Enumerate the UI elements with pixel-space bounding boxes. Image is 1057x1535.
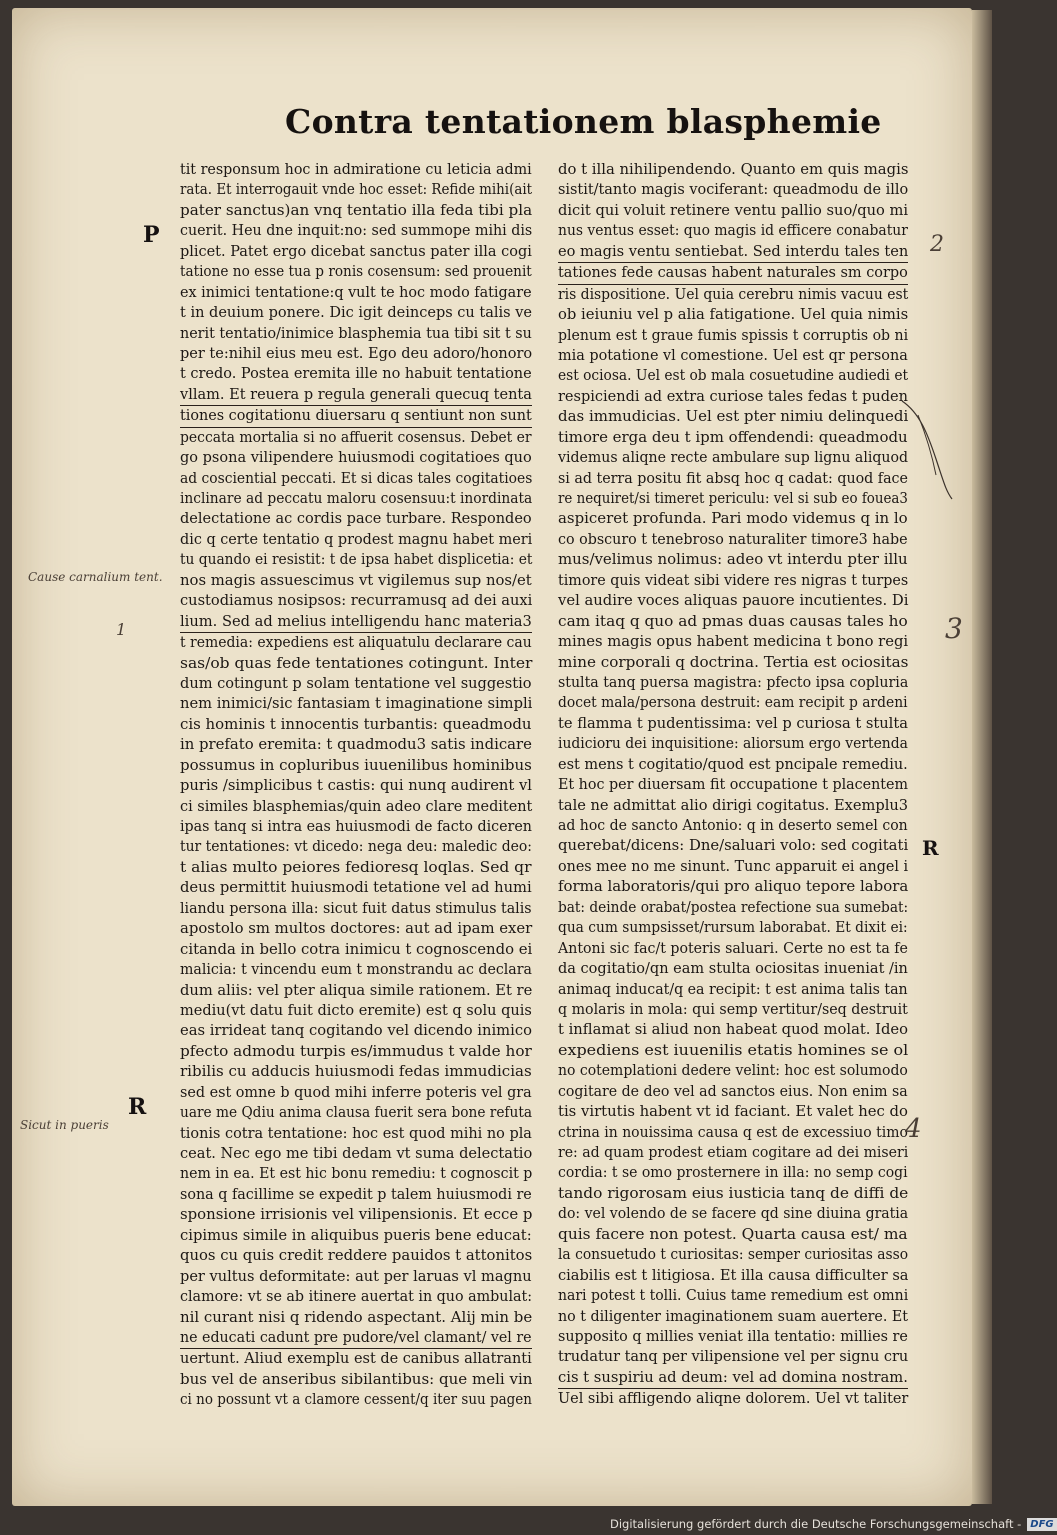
text-line: bat: deinde orabat/postea refectione sua sumebat: [558, 898, 909, 916]
dfg-logo: DFG [1027, 1518, 1056, 1531]
text-line: quos cu quis credit reddere pauidos t attonitos [180, 1247, 533, 1265]
text-line: Uel sibi affligendo aliqne dolorem. Uel vt taliter [558, 1390, 909, 1408]
text-line: cogitare de deo vel ad sanctos eius. Non enim sa [558, 1082, 908, 1100]
text-line: qua cum sumpsisset/rursum laborabat. Et dixit ei: [558, 919, 908, 937]
margin-numeral-3: 3 [945, 612, 963, 645]
text-line: expediens est iuuenilis etatis homines se ol [558, 1041, 909, 1059]
text-line: tit responsum hoc in admiratione cu leticia admi [180, 161, 532, 178]
text-line: apostolo sm multos doctores: aut ad ipam exer [180, 920, 533, 938]
text-line: tatione no esse tua p ronis cosensum: sed prouenit [180, 263, 532, 281]
text-line: querebat/dicens: Dne/saluari volo: sed cogitati [558, 837, 909, 855]
text-line: respiciendi ad extra curiose tales fedas t puden [558, 387, 908, 405]
text-line: t inflamat si aliud non habeat quod molat. Ideo [558, 1021, 908, 1039]
text-line: cis t suspiriu ad deum: vel ad domina nostram. [558, 1368, 908, 1389]
text-line: ne educati cadunt pre pudore/vel clamant/ vel re [180, 1328, 532, 1349]
text-line: plicet. Patet ergo dicebat sanctus pater illa cogi [180, 242, 532, 260]
text-line: citanda in bello cotra inimicu t cognoscendo ei [180, 940, 533, 958]
text-line: co obscuro t tenebroso naturaliter timore3 habe [558, 530, 908, 548]
text-line: possumus in copluribus iuuenilibus hominibus [180, 756, 532, 774]
text-line: delectatione ac cordis pace turbare. Respondeo [180, 510, 532, 528]
text-line: iudicioru dei inquisitione: aliorsum ergo vertenda [558, 735, 908, 753]
text-line: q molaris in mola: qui semp vertitur/seq destruit [558, 1000, 908, 1018]
paragraph-mark-r-right: R [922, 836, 939, 860]
text-line: pater sanctus)an vnq tentatio illa feda tibi pla [180, 201, 533, 219]
text-line: go psona vilipendere huiusmodi cogitatioes quo [180, 449, 532, 467]
text-line: ad hoc de sancto Antonio: q in deserto semel con [558, 817, 908, 834]
text-line: rata. Et interrogauit vnde hoc esset: Refide mihi(ait [180, 181, 533, 199]
text-line: t in deuium ponere. Dic igit deinceps cu talis ve [180, 304, 532, 322]
margin-note-causes: Cause carnalium tent. [28, 570, 163, 584]
text-line: nil curant nisi q ridendo aspectant. Alij min be [180, 1308, 533, 1326]
text-line: mediu(vt datu fuit dicto eremite) est q solu quis [180, 1001, 532, 1019]
text-line: ad cosciential peccati. Et si dicas tales cogitatioes [180, 469, 533, 487]
text-line: do t illa nihilipendendo. Quanto em quis magis [558, 161, 909, 178]
text-line: no t diligenter imaginationem suam auertere. Et [558, 1307, 909, 1325]
text-line: cipimus simile in aliquibus pueris bene educat: [180, 1226, 532, 1244]
text-line: cis hominis t innocentis turbantis: queadmodu [180, 715, 532, 733]
text-line: dic q certe tentatio q prodest magnu habet meri [180, 530, 533, 548]
text-line: ipas tanq si intra eas huiusmodi de facto diceren [180, 818, 532, 835]
text-line: t alias multo peiores fedioresq loqlas. Sed qr [180, 858, 532, 876]
margin-numeral-1: 1 [116, 620, 127, 639]
text-line: plenum est t graue fumis spissis t corruptis ob ni [558, 326, 909, 344]
text-line: re nequiret/si timeret periculu: vel si sub eo fouea3 [558, 490, 908, 507]
running-head: Contra tentationem blasphemie [285, 102, 882, 141]
text-line: t credo. Postea eremita ille no habuit tentatione [180, 365, 532, 383]
text-line: te flamma t pudentissima: vel p curiosa t stulta [558, 714, 908, 732]
text-line: mus/velimus nolimus: adeo vt interdu pter illu [558, 551, 908, 569]
text-line: timore erga deu t ipm offendendi: queadmodu [558, 428, 908, 446]
text-line: da cogitatio/qn eam stulta ociositas inueniat /in [558, 960, 908, 978]
text-column-right [558, 160, 908, 1410]
text-line: tis virtutis habent vt id faciant. Et valet hec do [558, 1103, 908, 1121]
text-line: clamore: vt se ab itinere auertat in quo ambulat: [180, 1288, 533, 1306]
text-line: vel audire voces aliquas pauore incutientes. Di [558, 592, 909, 610]
text-line: t remedia: expediens est aliquatulu declarare cau [180, 634, 532, 652]
text-line: cam itaq q quo ad pmas duas causas tales ho [558, 612, 908, 630]
text-line: Antoni sic fac/t poteris saluari. Certe no est ta fe [558, 939, 908, 957]
text-line: sponsione irrisionis vel vilipensionis. Et ecce p [180, 1206, 533, 1224]
text-line: vllam. Et reuera p regula generali quecuq tenta [180, 385, 532, 406]
footer [610, 1516, 1057, 1532]
text-line: sona q facillime se expedit p talem huiusmodi re [180, 1185, 532, 1203]
text-line: ribilis cu adducis huiusmodi fedas immudicias [180, 1063, 532, 1081]
paragraph-mark-r-left: R [128, 1094, 147, 1120]
text-line: peccata mortalia si no affuerit cosensus. Debet er [180, 428, 532, 446]
text-line: trudatur tanq per vilipensione vel per signu cru [558, 1348, 909, 1366]
text-line: tionis cotra tentatione: hoc est quod mihi no pla [180, 1124, 532, 1142]
text-line: dicit qui voluit retinere ventu pallio suo/quo mi [558, 201, 909, 219]
text-line: tale ne admittat alio dirigi cogitatus. Exemplu3 [558, 796, 909, 814]
text-line: si ad terra positu fit absq hoc q cadat: quod face [558, 469, 908, 487]
text-line: aspiceret profunda. Pari modo videmus q in lo [558, 510, 908, 528]
text-line: custodiamus nosipsos: recurramusq ad dei auxi [180, 592, 533, 610]
text-line: sed est omne b quod mihi inferre poteris vel gra [180, 1083, 532, 1101]
margin-numeral-2: 2 [930, 232, 944, 257]
text-line: inclinare ad peccatu maloru cosensuu:t inordinata [180, 490, 533, 507]
text-line: bus vel de anseribus sibilantibus: que meli vin [180, 1370, 533, 1388]
text-line: sas/ob quas fede tentationes cotingunt. Inter [180, 654, 533, 672]
text-line: dum cotingunt p solam tentatione vel suggestio [180, 674, 532, 692]
text-line: eo magis ventu sentiebat. Sed interdu tales ten [558, 242, 908, 263]
text-line: liandu persona illa: sicut fuit datus stimulus talis [180, 899, 532, 917]
text-line: tu quando ei resistit: t de ipsa habet displicetia: et [180, 551, 533, 569]
text-line: tando rigorosam eius iusticia tanq de diffi de [558, 1184, 909, 1202]
text-line: no cotemplationi dedere velint: hoc est solumodo [558, 1062, 908, 1080]
paragraph-mark-p: P [143, 222, 160, 248]
text-line: timore quis videat sibi videre res nigras t turpes [558, 571, 909, 589]
text-line: mine corporali q doctrina. Tertia est ociositas [558, 653, 909, 671]
margin-numeral-4: 4 [905, 1114, 922, 1144]
margin-pen-stroke [900, 395, 960, 505]
text-line: forma laboratoris/qui pro aliquo tepore labora [558, 878, 909, 896]
text-line: nem in ea. Et est hic bonu remediu: t cognoscit p [180, 1165, 533, 1183]
text-line: ctrina in nouissima causa q est de excessiuo timo [558, 1123, 908, 1141]
text-line: mines magis opus habent medicina t bono regi [558, 633, 909, 651]
text-line: ci similes blasphemias/quin adeo clare meditent [180, 797, 533, 815]
text-line: ris dispositione. Uel quia cerebru nimis vacuu est [558, 285, 909, 303]
text-line: quis facere non potest. Quarta causa est/ ma [558, 1225, 908, 1243]
text-line: nerit tentatio/inimice blasphemia tua tibi sit t su [180, 324, 532, 342]
text-line: uare me Qdiu anima clausa fuerit sera bone refuta [180, 1104, 532, 1122]
margin-note-pueris: Sicut in pueris [20, 1118, 109, 1132]
text-line: supposito q millies veniat illa tentatio: millies re [558, 1327, 908, 1345]
text-line: re: ad quam prodest etiam cogitare ad dei miseri [558, 1144, 909, 1161]
text-column-left [180, 160, 532, 1411]
text-line: malicia: t vincendu eum t monstrandu ac declara [180, 961, 532, 979]
text-line: nus ventus esset: quo magis id efficere conabatur [558, 222, 908, 240]
text-line: tur tentationes: vt dicedo: nega deu: maledic deo: [180, 838, 532, 856]
text-line: est mens t cogitatio/quod est pncipale remediu. [558, 755, 908, 773]
text-line: stulta tanq puersa magistra: pfecto ipsa copluria [558, 673, 909, 691]
text-line: per te:nihil eius meu est. Ego deu adoro/honoro [180, 344, 533, 362]
text-line: nem inimici/sic fantasiam t imaginatione simpli [180, 695, 533, 713]
text-line: ones mee no me sinunt. Tunc apparuit ei angel i [558, 857, 909, 875]
text-line: videmus aliqne recte ambulare sup lignu aliquod [558, 449, 909, 467]
text-line: ciabilis est t litigiosa. Et illa causa difficulter sa [558, 1266, 909, 1284]
text-line: in prefato eremita: t quadmodu3 satis indicare [180, 736, 532, 754]
text-line: nos magis assuescimus vt vigilemus sup nos/et [180, 571, 532, 589]
text-line: mia potatione vl comestione. Uel est qr persona [558, 346, 908, 364]
text-line: per vultus deformitate: aut per laruas vl magnu [180, 1267, 532, 1285]
text-line: cordia: t se omo prosternere in illa: no semp cogi [558, 1164, 908, 1182]
text-line: ceat. Nec ego me tibi dedam vt suma delectatio [180, 1145, 533, 1162]
text-line: animaq inducat/q ea recipit: t est anima talis tan [558, 980, 908, 998]
text-line: do: vel volendo de se facere qd sine diuina gratia [558, 1205, 909, 1223]
text-line: eas irrideat tanq cogitando vel dicendo inimico [180, 1022, 532, 1040]
text-line: das immudicias. Uel est pter nimiu delinquedi [558, 408, 909, 426]
text-line: est ociosa. Uel est ob mala cosuetudine audiedi et [558, 367, 909, 385]
text-line: pfecto admodu turpis es/immudus t valde hor [180, 1042, 532, 1060]
text-line: Et hoc per diuersam fit occupatione t placentem [558, 776, 909, 794]
text-line: uertunt. Aliud exemplu est de canibus allatranti [180, 1350, 532, 1368]
text-line: lium. Sed ad melius intelligendu hanc materia3 [180, 612, 532, 633]
text-line: docet mala/persona destruit: eam recipit p ardeni [558, 694, 908, 712]
text-line: deus permittit huiusmodi tetatione vel ad humi [180, 879, 532, 897]
text-line: la consuetudo t curiositas: semper curiositas asso [558, 1246, 909, 1264]
text-line: cuerit. Heu dne inquit:no: sed summope mihi dis [180, 222, 533, 240]
text-line: tiones cogitationu diuersaru q sentiunt non sunt [180, 406, 532, 427]
text-line: sistit/tanto magis vociferant: queadmodu de illo [558, 181, 909, 199]
page-edge [972, 10, 992, 1504]
text-line: ci no possunt vt a clamore cessent/q iter suu pagen [180, 1391, 532, 1409]
text-line: puris /simplicibus t castis: qui nunq audirent vl [180, 777, 533, 795]
text-line: ex inimici tentatione:q vult te hoc modo fatigare [180, 283, 532, 301]
footer-text: Digitalisierung gefördert durch die Deutsche Forschungsgemeinschaft - [610, 1517, 1022, 1531]
text-line: ob ieiuniu vel p alia fatigatione. Uel quia nimis [558, 306, 909, 324]
text-line: dum aliis: vel pter aliqua simile rationem. Et re [180, 981, 533, 999]
text-line: nari potest t tolli. Cuius tame remedium est omni [558, 1287, 909, 1305]
text-line: tationes fede causas habent naturales sm corpo [558, 263, 908, 284]
